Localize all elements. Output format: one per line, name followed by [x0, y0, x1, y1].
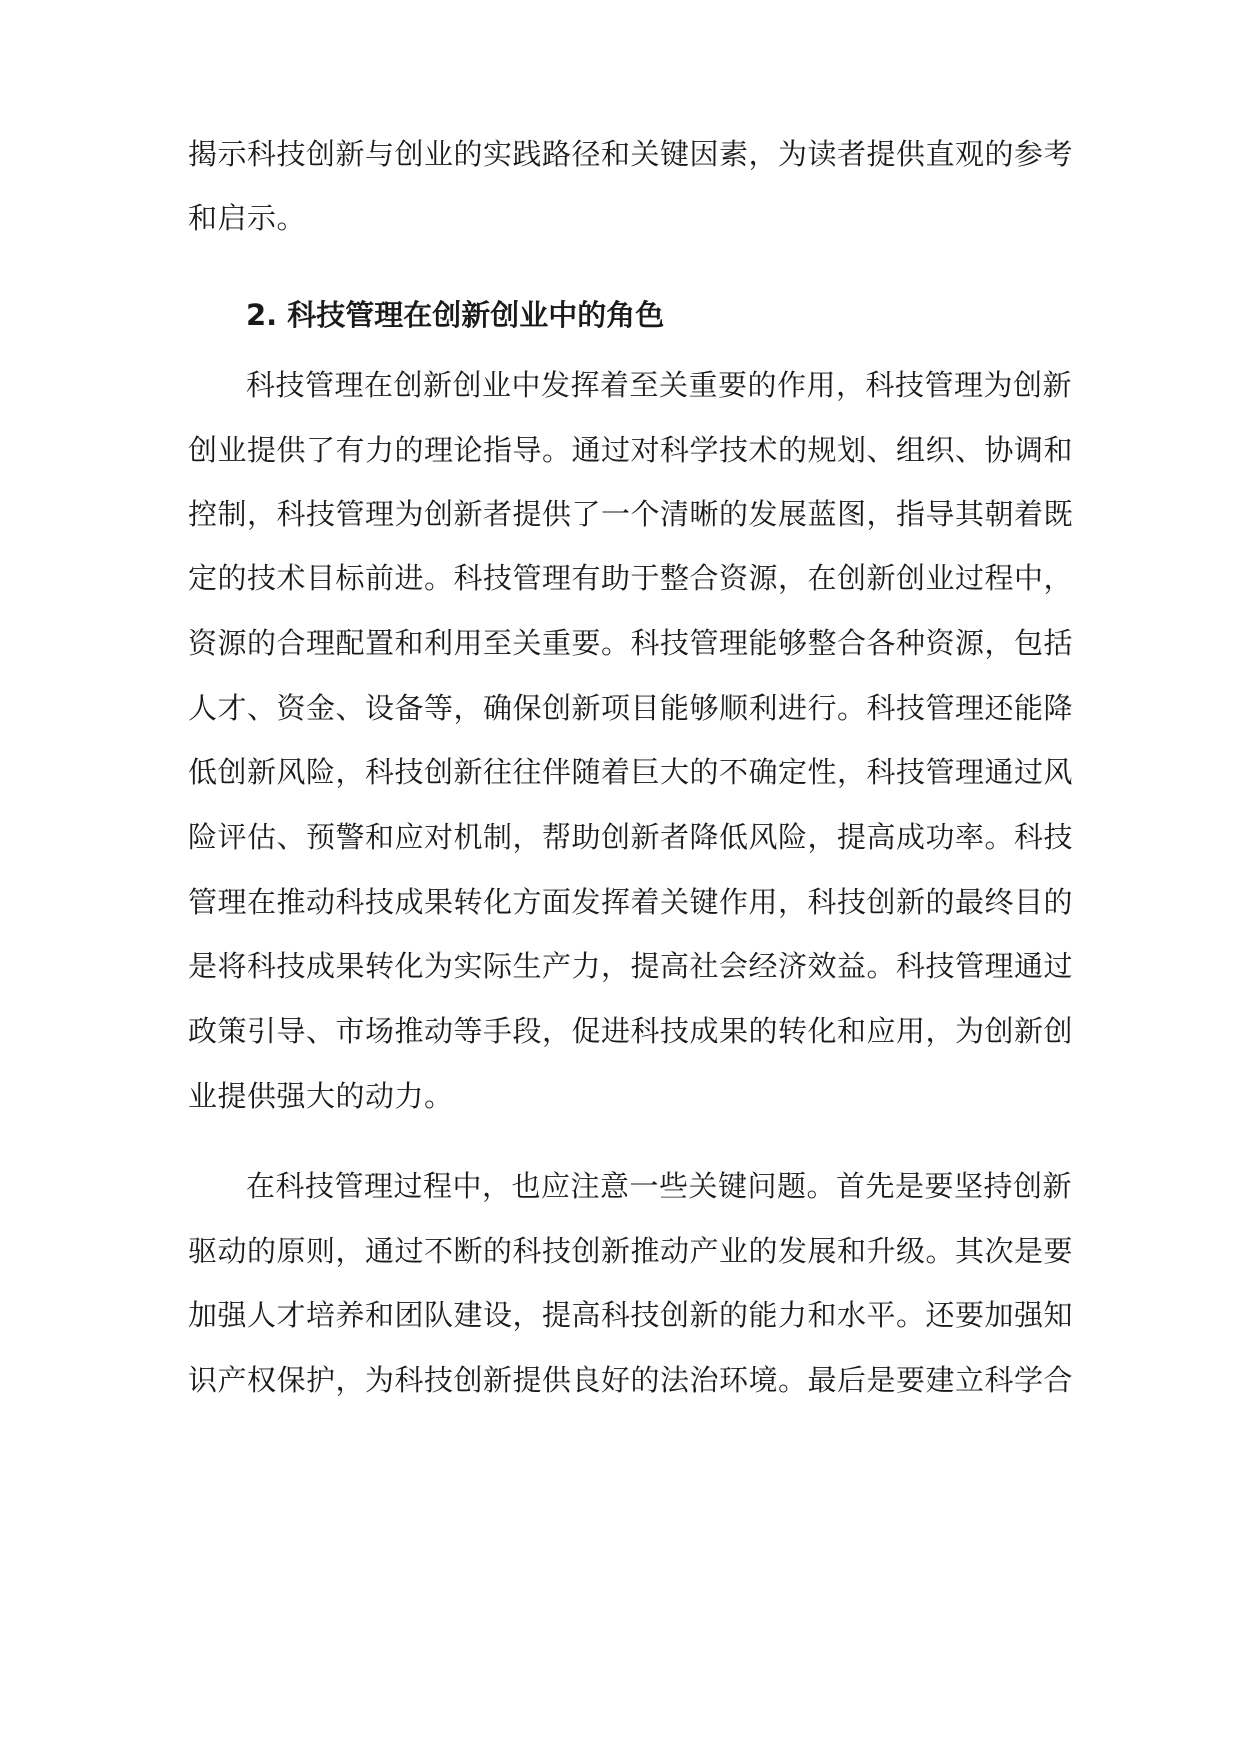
body-text-line: 科技管理在创新创业中发挥着至关重要的作用，科技管理为创新 — [246, 368, 1073, 402]
body-text-line: 定的技术目标前进。科技管理有助于整合资源，在创新创业过程中， — [188, 561, 1074, 595]
body-text-line: 政策引导、市场推动等手段，促进科技成果的转化和应用，为创新创 — [188, 1014, 1074, 1048]
body-text-line: 是将科技成果转化为实际生产力，提高社会经济效益。科技管理通过 — [188, 949, 1074, 983]
section-heading: 2. 科技管理在创新创业中的角色 — [246, 298, 665, 332]
body-text-line: 加强人才培养和团队建设，提高科技创新的能力和水平。还要加强知 — [188, 1298, 1074, 1332]
body-text-line: 揭示科技创新与创业的实践路径和关键因素，为读者提供直观的参考 — [188, 137, 1074, 171]
body-text-line: 资源的合理配置和利用至关重要。科技管理能够整合各种资源，包括 — [188, 626, 1074, 660]
body-text-line: 低创新风险，科技创新往往伴随着巨大的不确定性，科技管理通过风 — [188, 755, 1074, 789]
body-text-line: 和启示。 — [188, 201, 307, 235]
body-text-line: 业提供强大的动力。 — [188, 1079, 454, 1113]
body-text-line: 险评估、预警和应对机制，帮助创新者降低风险，提高成功率。科技 — [188, 820, 1074, 854]
body-text-line: 识产权保护，为科技创新提供良好的法治环境。最后是要建立科学合 — [188, 1363, 1074, 1397]
body-text-line: 管理在推动科技成果转化方面发挥着关键作用，科技创新的最终目的 — [188, 885, 1074, 919]
body-text-line: 驱动的原则，通过不断的科技创新推动产业的发展和升级。其次是要 — [188, 1234, 1074, 1268]
body-text-line: 人才、资金、设备等，确保创新项目能够顺利进行。科技管理还能降 — [188, 691, 1074, 725]
body-text-line: 控制，科技管理为创新者提供了一个清晰的发展蓝图，指导其朝着既 — [188, 497, 1074, 531]
body-text-line: 在科技管理过程中，也应注意一些关键问题。首先是要坚持创新 — [246, 1169, 1073, 1203]
body-text-line: 创业提供了有力的理论指导。通过对科学技术的规划、组织、协调和 — [188, 433, 1074, 467]
